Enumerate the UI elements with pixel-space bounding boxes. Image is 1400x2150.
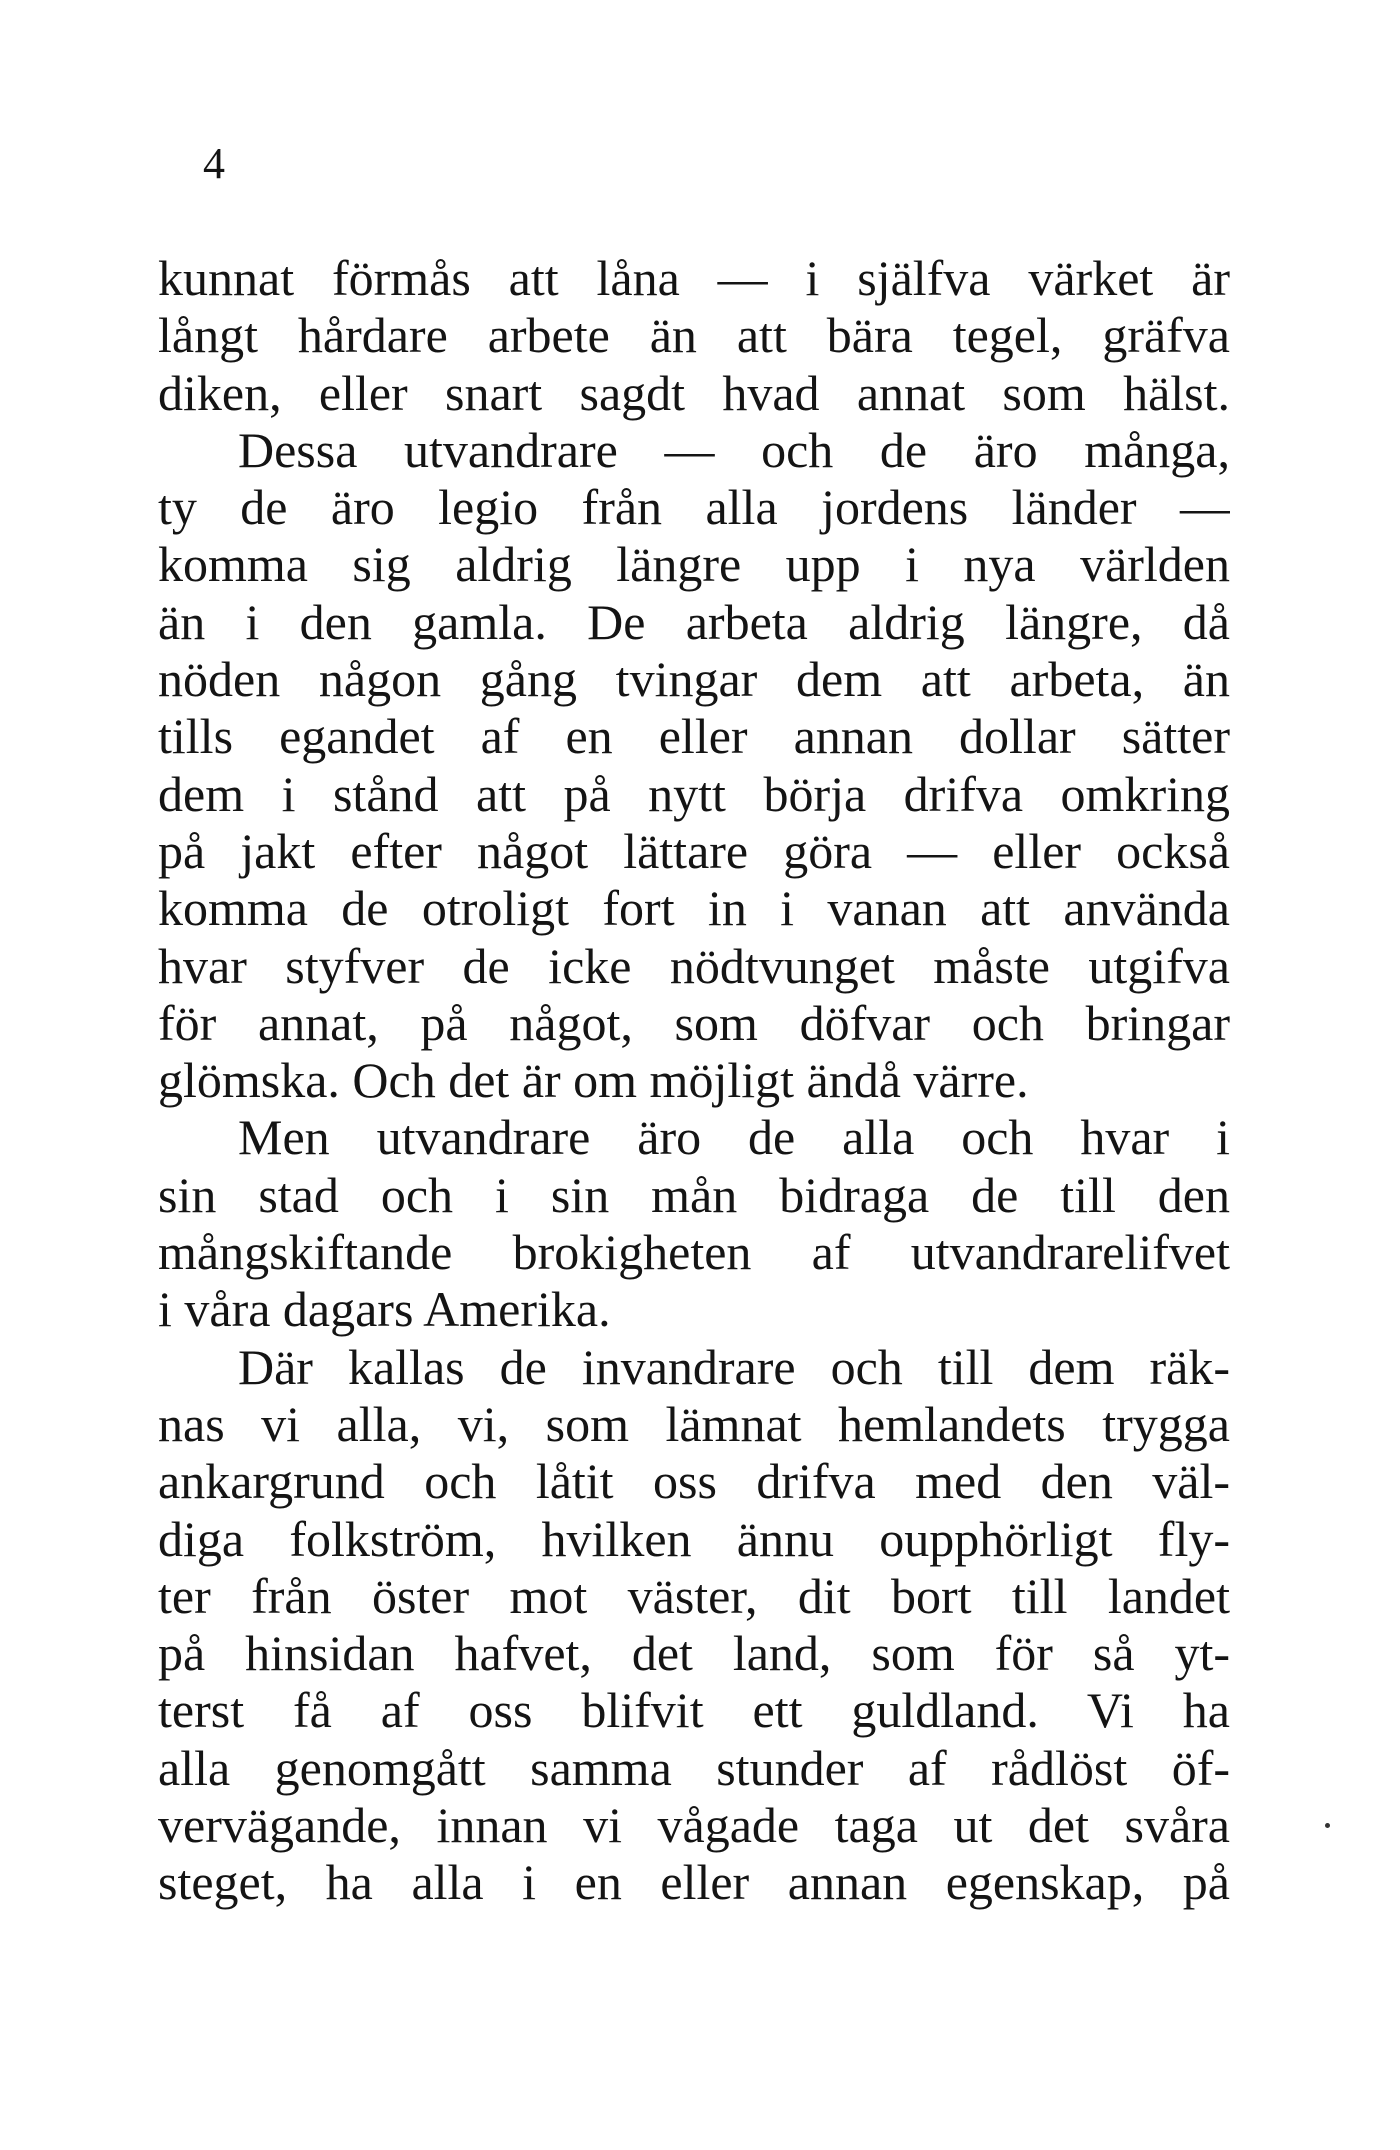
text-line: terst få af oss blifvit ett guldland. Vi ha <box>158 1682 1230 1739</box>
text-line: komma sig aldrig längre upp i nya världen <box>158 536 1230 593</box>
text-line: Men utvandrare äro de alla och hvar i <box>238 1109 1230 1166</box>
text-line: än i den gamla. De arbeta aldrig längre, då <box>158 593 1230 650</box>
text-line: Där kallas de invandrare och till dem räk- <box>238 1338 1230 1395</box>
text-line: Dessa utvandrare — och de äro många, <box>238 421 1230 478</box>
text-line: hvar styfver de icke nödtvunget måste utgifva <box>158 937 1230 994</box>
text-line: på hinsidan hafvet, det land, som för så yt- <box>158 1625 1230 1682</box>
text-line: alla genomgått samma stunder af rådlöst öf- <box>158 1739 1230 1796</box>
text-line: mångskiftande brokigheten af utvandrarelifvet <box>158 1224 1230 1281</box>
text-line: ankargrund och låtit oss drifva med den väl- <box>158 1453 1230 1510</box>
text-line: diken, eller snart sagdt hvad annat som hälst. <box>158 364 1230 421</box>
text-line: steget, ha alla i en eller annan egenskap, på <box>158 1854 1230 1911</box>
text-line: nöden någon gång tvingar dem att arbeta, än <box>158 651 1230 708</box>
text-line: kunnat förmås att låna — i själfva värket är <box>158 250 1230 306</box>
text-line: ter från öster mot väster, dit bort till landet <box>158 1567 1230 1624</box>
text-line: för annat, på något, som döfvar och bringar <box>158 994 1230 1051</box>
text-line: sin stad och i sin mån bidraga de till den <box>158 1166 1230 1223</box>
text-block <box>158 250 1230 1912</box>
page-number: 4 <box>203 139 225 188</box>
text-line: på jakt efter något lättare göra — eller också <box>158 822 1230 879</box>
stray-mark <box>1325 1823 1330 1828</box>
text-line: nas vi alla, vi, som lämnat hemlandets trygga <box>158 1395 1230 1452</box>
text-line: långt hårdare arbete än att bära tegel, gräfva <box>158 307 1230 364</box>
text-line: diga folkström, hvilken ännu oupphörligt fly- <box>158 1510 1230 1567</box>
text-line: vervägande, innan vi vågade taga ut det svåra <box>158 1797 1230 1854</box>
text-line: i våra dagars Amerika. <box>158 1281 611 1338</box>
text-line: komma de otroligt fort in i vanan att använda <box>158 880 1230 937</box>
text-line: dem i stånd att på nytt börja drifva omkring <box>158 765 1230 822</box>
text-line: glömska. Och det är om möjligt ändå värre. <box>158 1052 1029 1109</box>
text-line: tills egandet af en eller annan dollar sätter <box>158 708 1230 765</box>
text-line: ty de äro legio från alla jordens länder — <box>158 479 1230 536</box>
